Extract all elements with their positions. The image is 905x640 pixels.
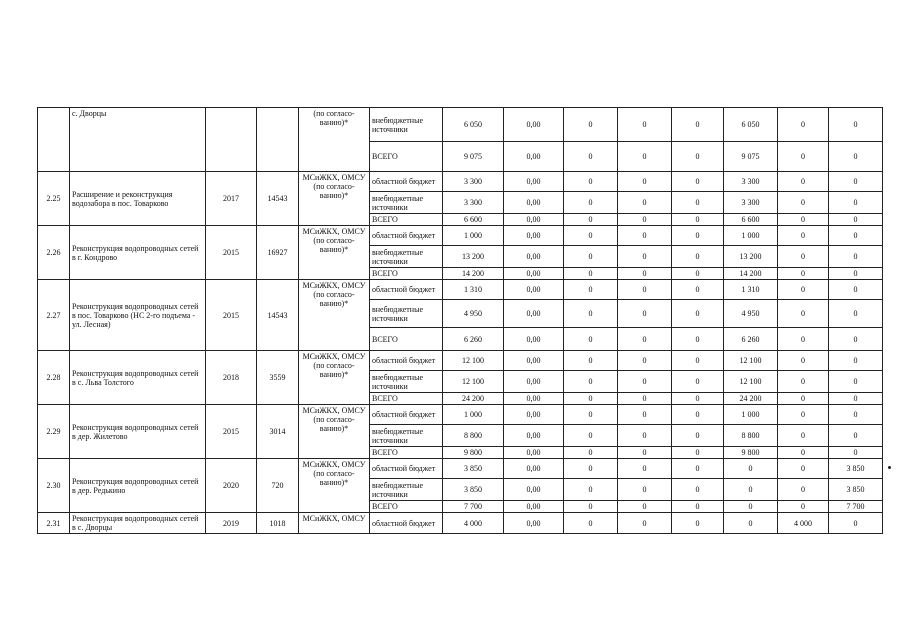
amount-cell: 0 (829, 246, 883, 268)
amount-cell: 0 (564, 371, 618, 393)
amount-cell: 0 (564, 214, 618, 226)
amount-cell: 0 (778, 108, 829, 142)
amount-cell: 0 (724, 479, 778, 501)
amount-cell: 4 950 (443, 300, 504, 328)
executor-cell: МСиЖКХ, ОМСУ (299, 513, 370, 534)
funding-source: внебюджетные источники (370, 371, 443, 393)
amount-cell: 8 800 (724, 425, 778, 447)
amount-cell: 9 075 (443, 142, 504, 172)
executor-cell: МСиЖКХ, ОМСУ (по согласо-ванию)* (299, 351, 370, 405)
capacity-cell: 3559 (257, 351, 299, 405)
amount-cell: 6 600 (443, 214, 504, 226)
amount-cell: 3 850 (829, 459, 883, 479)
amount-cell: 0 (618, 108, 672, 142)
funding-source: областной бюджет (370, 459, 443, 479)
amount-cell: 0 (672, 405, 724, 425)
amount-cell: 0 (618, 246, 672, 268)
amount-cell: 14 200 (724, 268, 778, 280)
amount-cell: 0 (564, 280, 618, 300)
funding-source: областной бюджет (370, 405, 443, 425)
amount-cell: 3 300 (724, 172, 778, 192)
table-row (38, 280, 883, 300)
executor-cell: МСиЖКХ, ОМСУ (по согласо-ванию)* (299, 280, 370, 351)
amount-cell: 0 (564, 479, 618, 501)
amount-cell: 0 (778, 459, 829, 479)
amount-cell: 0 (672, 425, 724, 447)
executor-cell: МСиЖКХ, ОМСУ (по согласо-ванию)* (299, 405, 370, 459)
amount-cell: 0,00 (504, 425, 564, 447)
amount-cell: 1 000 (724, 405, 778, 425)
amount-cell: 7 700 (443, 501, 504, 513)
funding-source: внебюджетные источники (370, 246, 443, 268)
amount-cell: 0,00 (504, 268, 564, 280)
project-name: Реконструкция водопроводных сетей в с. Льва Толстого (70, 351, 206, 405)
amount-cell: 0,00 (504, 108, 564, 142)
amount-cell: 0 (829, 328, 883, 351)
executor-cell: МСиЖКХ, ОМСУ (по согласо-ванию)* (299, 459, 370, 513)
project-name: Реконструкция водопроводных сетей в дер. Жилетово (70, 405, 206, 459)
amount-cell: 0 (618, 459, 672, 479)
amount-cell: 0 (829, 142, 883, 172)
amount-cell: 0 (564, 142, 618, 172)
amount-cell: 0 (564, 393, 618, 405)
amount-cell: 9 075 (724, 142, 778, 172)
amount-cell: 0,00 (504, 142, 564, 172)
amount-cell: 0 (778, 172, 829, 192)
amount-cell: 0 (672, 246, 724, 268)
amount-cell: 0 (778, 328, 829, 351)
amount-cell: 0 (618, 214, 672, 226)
funding-source: внебюджетные источники (370, 108, 443, 142)
amount-cell: 0 (778, 268, 829, 280)
amount-cell: 0 (672, 513, 724, 534)
amount-cell: 0 (829, 192, 883, 214)
amount-cell: 0 (564, 172, 618, 192)
amount-cell: 0 (778, 142, 829, 172)
amount-cell: 13 200 (443, 246, 504, 268)
table-row (38, 351, 883, 371)
amount-cell: 0 (778, 214, 829, 226)
amount-cell: 4 000 (778, 513, 829, 534)
amount-cell: 7 700 (829, 501, 883, 513)
funding-source: ВСЕГО (370, 393, 443, 405)
funding-source: ВСЕГО (370, 214, 443, 226)
amount-cell: 0 (618, 226, 672, 246)
amount-cell: 0 (564, 447, 618, 459)
funding-source: ВСЕГО (370, 142, 443, 172)
amount-cell: 0 (778, 371, 829, 393)
year-cell (206, 108, 257, 172)
amount-cell: 0 (564, 405, 618, 425)
amount-cell: 0 (829, 425, 883, 447)
amount-cell: 0 (564, 513, 618, 534)
amount-cell: 6 260 (443, 328, 504, 351)
amount-cell: 0 (672, 192, 724, 214)
amount-cell: 0 (778, 226, 829, 246)
executor-cell: МСиЖКХ, ОМСУ (по согласо-ванию)* (299, 172, 370, 226)
project-name: с. Дворцы (70, 108, 206, 172)
amount-cell: 0 (672, 214, 724, 226)
amount-cell: 0 (618, 192, 672, 214)
amount-cell: 0,00 (504, 393, 564, 405)
table-row (38, 405, 883, 425)
amount-cell: 0 (672, 447, 724, 459)
amount-cell: 0 (618, 479, 672, 501)
amount-cell: 0 (778, 501, 829, 513)
amount-cell: 0 (564, 300, 618, 328)
year-cell: 2019 (206, 513, 257, 534)
amount-cell: 0 (829, 405, 883, 425)
amount-cell: 0 (778, 280, 829, 300)
amount-cell: 0,00 (504, 280, 564, 300)
amount-cell: 0 (829, 226, 883, 246)
amount-cell: 0 (618, 405, 672, 425)
capacity-cell: 720 (257, 459, 299, 513)
amount-cell: 6 050 (724, 108, 778, 142)
amount-cell: 0 (618, 280, 672, 300)
amount-cell: 6 260 (724, 328, 778, 351)
amount-cell: 6 600 (724, 214, 778, 226)
amount-cell: 0 (672, 172, 724, 192)
funding-source: ВСЕГО (370, 268, 443, 280)
amount-cell: 0 (778, 425, 829, 447)
capacity-cell: 14543 (257, 172, 299, 226)
amount-cell: 12 100 (724, 351, 778, 371)
amount-cell: 12 100 (724, 371, 778, 393)
year-cell: 2017 (206, 172, 257, 226)
amount-cell: 0 (829, 447, 883, 459)
amount-cell: 0,00 (504, 405, 564, 425)
amount-cell: 3 850 (443, 459, 504, 479)
project-name: Реконструкция водопроводных сетей в дер. Редькино (70, 459, 206, 513)
year-cell: 2015 (206, 226, 257, 280)
amount-cell: 0 (618, 425, 672, 447)
amount-cell: 12 100 (443, 351, 504, 371)
amount-cell: 0 (672, 393, 724, 405)
amount-cell: 0 (672, 142, 724, 172)
amount-cell: 0 (672, 459, 724, 479)
amount-cell: 0 (724, 513, 778, 534)
amount-cell: 0 (829, 300, 883, 328)
amount-cell: 0 (672, 226, 724, 246)
amount-cell: 0,00 (504, 459, 564, 479)
amount-cell: 0 (778, 393, 829, 405)
row-number: 2.26 (38, 226, 70, 280)
amount-cell: 0 (829, 268, 883, 280)
row-number: 2.28 (38, 351, 70, 405)
amount-cell: 0 (724, 459, 778, 479)
amount-cell: 1 000 (443, 405, 504, 425)
amount-cell: 0 (829, 172, 883, 192)
amount-cell: 13 200 (724, 246, 778, 268)
amount-cell: 0 (618, 142, 672, 172)
amount-cell: 24 200 (724, 393, 778, 405)
amount-cell: 0 (618, 447, 672, 459)
amount-cell: 0 (672, 479, 724, 501)
amount-cell: 0,00 (504, 501, 564, 513)
year-cell: 2015 (206, 280, 257, 351)
amount-cell: 0 (564, 459, 618, 479)
funding-source: ВСЕГО (370, 447, 443, 459)
capacity-cell: 1018 (257, 513, 299, 534)
amount-cell: 12 100 (443, 371, 504, 393)
amount-cell: 0 (672, 371, 724, 393)
funding-source: областной бюджет (370, 351, 443, 371)
amount-cell: 0 (829, 393, 883, 405)
amount-cell: 0,00 (504, 351, 564, 371)
funding-source: ВСЕГО (370, 328, 443, 351)
amount-cell: 0 (618, 501, 672, 513)
capacity-cell: 16927 (257, 226, 299, 280)
amount-cell: 0 (618, 513, 672, 534)
amount-cell: 0,00 (504, 447, 564, 459)
funding-source: областной бюджет (370, 226, 443, 246)
amount-cell: 6 050 (443, 108, 504, 142)
row-number: 2.27 (38, 280, 70, 351)
amount-cell: 0,00 (504, 328, 564, 351)
amount-cell: 0 (672, 300, 724, 328)
amount-cell: 0 (672, 328, 724, 351)
table-row (38, 108, 883, 142)
amount-cell: 0 (618, 172, 672, 192)
amount-cell: 0 (672, 351, 724, 371)
amount-cell: 0 (829, 371, 883, 393)
project-name: Реконструкция водопроводных сетей в с. Дворцы (70, 513, 206, 534)
amount-cell: 4 950 (724, 300, 778, 328)
amount-cell: 0,00 (504, 513, 564, 534)
amount-cell: 0 (829, 108, 883, 142)
year-cell: 2018 (206, 351, 257, 405)
amount-cell: 0 (724, 501, 778, 513)
amount-cell: 0,00 (504, 300, 564, 328)
funding-source: внебюджетные источники (370, 300, 443, 328)
amount-cell: 1 000 (724, 226, 778, 246)
amount-cell: 3 300 (443, 172, 504, 192)
amount-cell: 14 200 (443, 268, 504, 280)
table-row (38, 172, 883, 192)
amount-cell: 1 310 (443, 280, 504, 300)
capacity-cell (257, 108, 299, 172)
amount-cell: 0 (778, 405, 829, 425)
amount-cell: 1 310 (724, 280, 778, 300)
funding-source: областной бюджет (370, 513, 443, 534)
amount-cell: 0,00 (504, 226, 564, 246)
amount-cell: 0 (829, 214, 883, 226)
amount-cell: 0 (778, 351, 829, 371)
amount-cell: 0 (618, 393, 672, 405)
amount-cell: 0,00 (504, 192, 564, 214)
amount-cell: 0 (778, 479, 829, 501)
row-number (38, 108, 70, 172)
amount-cell: 0 (672, 108, 724, 142)
amount-cell: 0 (618, 328, 672, 351)
project-name: Реконструкция водопроводных сетей в г. Кондрово (70, 226, 206, 280)
scan-speck (888, 466, 891, 469)
project-name: Расширение и реконструкция водозабора в пос. Товарково (70, 172, 206, 226)
amount-cell: 0 (829, 280, 883, 300)
amount-cell: 0 (564, 268, 618, 280)
year-cell: 2015 (206, 405, 257, 459)
amount-cell: 8 800 (443, 425, 504, 447)
amount-cell: 0 (564, 192, 618, 214)
capacity-cell: 3014 (257, 405, 299, 459)
amount-cell: 0 (778, 447, 829, 459)
row-number: 2.29 (38, 405, 70, 459)
amount-cell: 3 300 (443, 192, 504, 214)
row-number: 2.25 (38, 172, 70, 226)
table-row (38, 513, 883, 534)
amount-cell: 0 (778, 192, 829, 214)
executor-cell: (по согласо-ванию)* (299, 108, 370, 172)
amount-cell: 0 (672, 268, 724, 280)
table-row (38, 459, 883, 479)
amount-cell: 3 850 (443, 479, 504, 501)
amount-cell: 0 (829, 351, 883, 371)
amount-cell: 24 200 (443, 393, 504, 405)
row-number: 2.30 (38, 459, 70, 513)
row-number: 2.31 (38, 513, 70, 534)
amount-cell: 0 (564, 108, 618, 142)
amount-cell: 0 (618, 351, 672, 371)
funding-source: областной бюджет (370, 280, 443, 300)
amount-cell: 4 000 (443, 513, 504, 534)
amount-cell: 0,00 (504, 214, 564, 226)
amount-cell: 0,00 (504, 172, 564, 192)
amount-cell: 0,00 (504, 246, 564, 268)
table-row (38, 226, 883, 246)
executor-cell: МСиЖКХ, ОМСУ (по согласо-ванию)* (299, 226, 370, 280)
amount-cell: 0 (564, 226, 618, 246)
amount-cell: 3 300 (724, 192, 778, 214)
amount-cell: 0 (829, 513, 883, 534)
amount-cell: 0,00 (504, 479, 564, 501)
funding-source: внебюджетные источники (370, 425, 443, 447)
amount-cell: 0 (778, 246, 829, 268)
amount-cell: 9 800 (443, 447, 504, 459)
amount-cell: 0 (564, 501, 618, 513)
amount-cell: 0 (672, 501, 724, 513)
amount-cell: 0 (672, 280, 724, 300)
amount-cell: 0 (564, 425, 618, 447)
amount-cell: 9 800 (724, 447, 778, 459)
funding-source: ВСЕГО (370, 501, 443, 513)
amount-cell: 0 (564, 351, 618, 371)
amount-cell: 0 (564, 328, 618, 351)
amount-cell: 3 850 (829, 479, 883, 501)
amount-cell: 0 (618, 300, 672, 328)
amount-cell: 0 (618, 371, 672, 393)
budget-table (37, 107, 883, 534)
project-name: Реконструкция водопроводных сетей в пос. Товарково (НС 2-го подъема - ул. Лесная) (70, 280, 206, 351)
amount-cell: 0 (618, 268, 672, 280)
amount-cell: 0 (564, 246, 618, 268)
amount-cell: 0,00 (504, 371, 564, 393)
funding-source: областной бюджет (370, 172, 443, 192)
funding-source: внебюджетные источники (370, 479, 443, 501)
amount-cell: 0 (778, 300, 829, 328)
capacity-cell: 14543 (257, 280, 299, 351)
year-cell: 2020 (206, 459, 257, 513)
funding-source: внебюджетные источники (370, 192, 443, 214)
amount-cell: 1 000 (443, 226, 504, 246)
